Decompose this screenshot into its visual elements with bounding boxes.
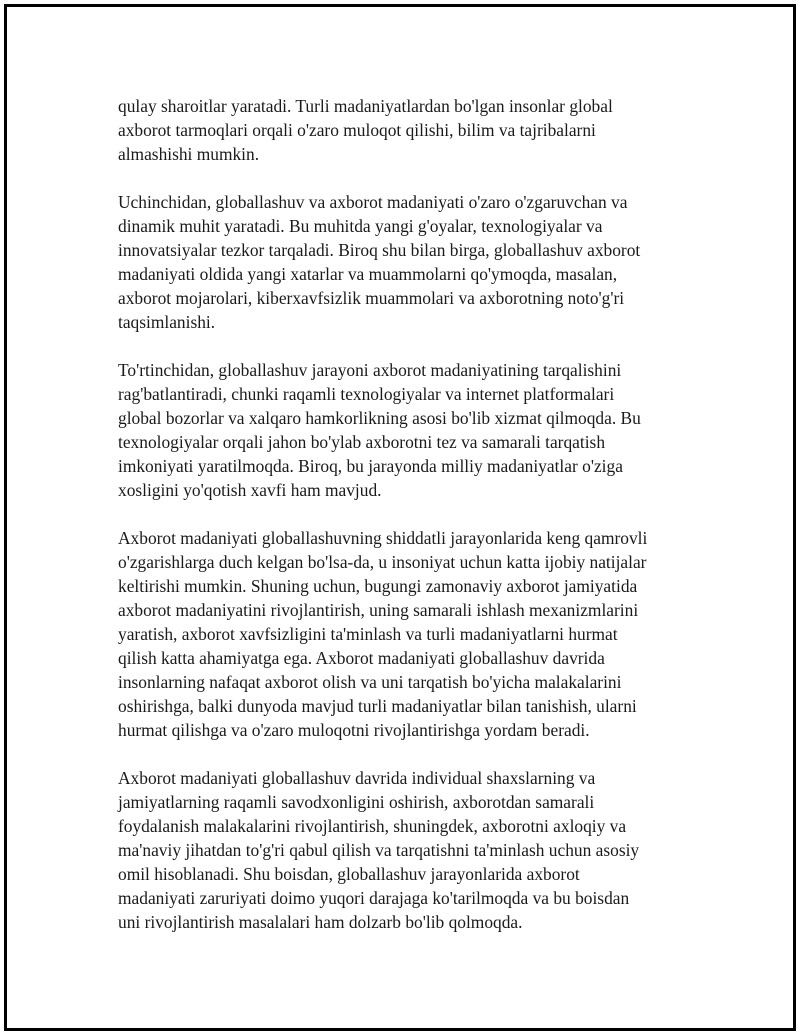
- text-line: jamiyatlarning raqamli savodxonligini oshirish, axborotdan samarali: [118, 792, 595, 812]
- text-line: omil hisoblanadi. Shu boisdan, globallashuv jarayonlarida axborot: [118, 864, 580, 884]
- text-line: o'zgarishlarga duch kelgan bo'lsa-da, u insoniyat uchun katta ijobiy natijalar: [118, 552, 647, 572]
- text-line: hurmat qilishga va o'zaro muloqotni rivojlantirishga yordam beradi.: [118, 720, 590, 740]
- text-line: ma'naviy jihatdan to'g'ri qabul qilish va tarqatishni ta'minlash uchun asosiy: [118, 840, 640, 860]
- text-line: axborot tarmoqlari orqali o'zaro muloqot qilishi, bilim va tajribalarni: [118, 120, 596, 140]
- text-line: global bozorlar va xalqaro hamkorlikning asosi bo'lib xizmat qilmoqda. Bu: [118, 408, 641, 428]
- text-line: madaniyati zaruriyati doimo yuqori darajaga ko'tarilmoqda va bu boisdan: [118, 888, 630, 908]
- text-line: axborot mojarolari, kiberxavfsizlik muammolari va axborotning noto'g'ri: [118, 288, 625, 308]
- text-line: texnologiyalar orqali jahon bo'ylab axborotni tez va samarali tarqatish: [118, 432, 606, 452]
- paragraph-4: [118, 526, 698, 742]
- paragraph-3: [118, 358, 698, 502]
- document-body: [118, 94, 698, 934]
- paragraph-1: [118, 94, 698, 166]
- text-line: axborot madaniyatini rivojlantirish, uning samarali ishlash mexanizmlarini: [118, 600, 639, 620]
- text-line: dinamik muhit yaratadi. Bu muhitda yangi g'oyalar, texnologiyalar va: [118, 216, 603, 236]
- text-line: To'rtinchidan, globallashuv jarayoni axborot madaniyatining tarqalishini: [118, 360, 622, 380]
- text-line: keltirishi mumkin. Shuning uchun, bugungi zamonaviy axborot jamiyatida: [118, 576, 638, 596]
- text-line: innovatsiyalar tezkor tarqaladi. Biroq shu bilan birga, globallashuv axborot: [118, 240, 641, 260]
- text-line: qilish katta ahamiyatga ega. Axborot madaniyati globallashuv davrida: [118, 648, 605, 668]
- text-line: uni rivojlantirish masalalari ham dolzarb bo'lib qolmoqda.: [118, 912, 523, 932]
- text-line: Axborot madaniyati globallashuvning shiddatli jarayonlarida keng qamrovli: [118, 528, 648, 548]
- paragraph-5: [118, 766, 698, 934]
- text-line: taqsimlanishi.: [118, 312, 216, 332]
- text-line: xosligini yo'qotish xavfi ham mavjud.: [118, 480, 382, 500]
- text-line: insonlarning nafaqat axborot olish va uni tarqatish bo'yicha malakalarini: [118, 672, 622, 692]
- text-line: almashishi mumkin.: [118, 144, 260, 164]
- text-line: Axborot madaniyati globallashuv davrida individual shaxslarning va: [118, 768, 596, 788]
- text-line: qulay sharoitlar yaratadi. Turli madaniyatlardan bo'lgan insonlar global: [118, 96, 613, 116]
- text-line: foydalanish malakalarini rivojlantirish, shuningdek, axborotni axloqiy va: [118, 816, 627, 836]
- text-line: rag'batlantiradi, chunki raqamli texnologiyalar va internet platformalari: [118, 384, 615, 404]
- text-line: yaratish, axborot xavfsizligini ta'minlash va turli madaniyatlarni hurmat: [118, 624, 618, 644]
- text-line: madaniyati oldida yangi xatarlar va muammolarni qo'ymoqda, masalan,: [118, 264, 618, 284]
- text-line: Uchinchidan, globallashuv va axborot madaniyati o'zaro o'zgaruvchan va: [118, 192, 628, 212]
- paragraph-2: [118, 190, 698, 334]
- text-line: imkoniyati yaratilmoqda. Biroq, bu jarayonda milliy madaniyatlar o'ziga: [118, 456, 623, 476]
- text-line: oshirishga, balki dunyoda mavjud turli madaniyatlar bilan tanishish, ularni: [118, 696, 637, 716]
